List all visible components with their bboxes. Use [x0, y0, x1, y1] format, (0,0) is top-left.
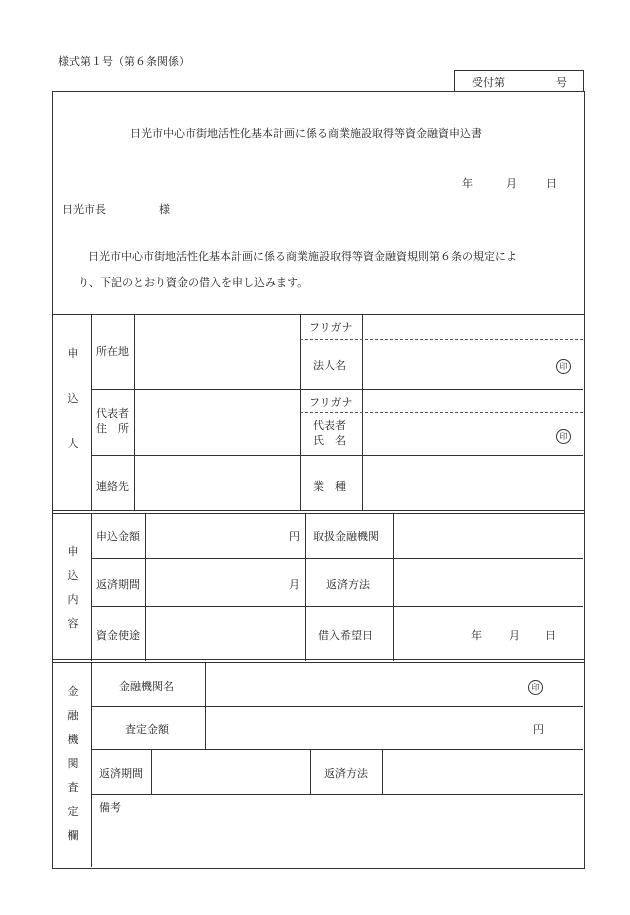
period-field[interactable] — [146, 559, 304, 605]
applicant-section-label: 申 込 人 — [67, 347, 79, 450]
purpose-label: 資金使途 — [96, 629, 140, 642]
date-month: 月 — [506, 177, 517, 190]
date-day: 日 — [546, 177, 557, 190]
furigana-rep-field[interactable] — [363, 390, 582, 411]
seal-icon: 印 — [556, 429, 571, 444]
bank-label: 取扱金融機関 — [313, 530, 379, 543]
assessed-amount-label: 査定金額 — [125, 723, 169, 736]
corp-name-label: 法人名 — [313, 359, 346, 372]
bank-name-field[interactable] — [206, 663, 520, 705]
receipt-prefix: 受付第 — [472, 76, 505, 89]
review-method-label: 返済方法 — [324, 767, 368, 780]
rep-name-label-2: 氏 名 — [313, 434, 346, 447]
period-unit: 月 — [289, 578, 300, 591]
bank-name-label: 金融機関名 — [119, 680, 174, 693]
rep-address-label-1: 代表者 — [96, 407, 129, 420]
bank-field[interactable] — [394, 514, 582, 557]
amount-label: 申込金額 — [96, 530, 140, 543]
desired-month: 月 — [509, 629, 520, 642]
assessed-amount-unit: 円 — [533, 723, 544, 736]
location-field[interactable] — [135, 315, 299, 388]
contact-label: 連絡先 — [96, 480, 129, 493]
furigana-corp-label: フリガナ — [309, 321, 353, 334]
application-section-label: 申 込 内 容 — [67, 545, 79, 630]
contact-field[interactable] — [135, 456, 299, 509]
business-field[interactable] — [363, 456, 582, 509]
method-field[interactable] — [394, 559, 582, 605]
amount-field[interactable] — [146, 514, 304, 557]
desired-date-label: 借入希望日 — [318, 629, 373, 642]
amount-unit: 円 — [289, 530, 300, 543]
body-text-line-1: 日光市中心市街地活性化基本計画に係る商業施設取得等資金融資規則第６条の規定によ — [88, 250, 517, 263]
rep-name-label-1: 代表者 — [313, 419, 346, 432]
remarks-label: 備考 — [99, 801, 121, 814]
seal-icon: 印 — [556, 359, 571, 374]
rep-name-field[interactable] — [363, 414, 543, 454]
corp-name-field[interactable] — [363, 341, 543, 388]
assessed-amount-field[interactable] — [206, 707, 582, 748]
date-year: 年 — [462, 177, 473, 190]
desired-year: 年 — [471, 629, 482, 642]
addressee-honorific: 様 — [159, 203, 170, 216]
document-title: 日光市中心市街地活性化基本計画に係る商業施設取得等資金融資申込書 — [130, 127, 482, 140]
business-label: 業 種 — [313, 480, 346, 493]
furigana-corp-field[interactable] — [363, 315, 582, 338]
form-label: 様式第１号（第６条関係） — [58, 55, 190, 68]
body-text-line-2: り、下記のとおり資金の借入を申し込みます。 — [78, 276, 309, 289]
rep-address-field[interactable] — [135, 390, 299, 454]
remarks-field[interactable] — [92, 816, 582, 866]
method-label: 返済方法 — [326, 578, 370, 591]
receipt-box[interactable] — [454, 70, 584, 92]
review-period-field[interactable] — [152, 750, 309, 793]
rep-address-label-2: 住 所 — [96, 422, 129, 435]
review-period-label: 返済期間 — [99, 767, 143, 780]
desired-day: 日 — [545, 629, 556, 642]
receipt-suffix: 号 — [556, 76, 567, 89]
bank-review-section-label: 金 融 機 関 査 定 欄 — [67, 685, 79, 842]
period-label: 返済期間 — [96, 578, 140, 591]
location-label: 所在地 — [96, 345, 129, 358]
purpose-field[interactable] — [146, 607, 304, 658]
review-method-field[interactable] — [383, 750, 582, 793]
addressee-name: 日光市長 — [62, 203, 106, 216]
seal-icon: 印 — [528, 680, 543, 695]
furigana-rep-label: フリガナ — [309, 396, 353, 409]
